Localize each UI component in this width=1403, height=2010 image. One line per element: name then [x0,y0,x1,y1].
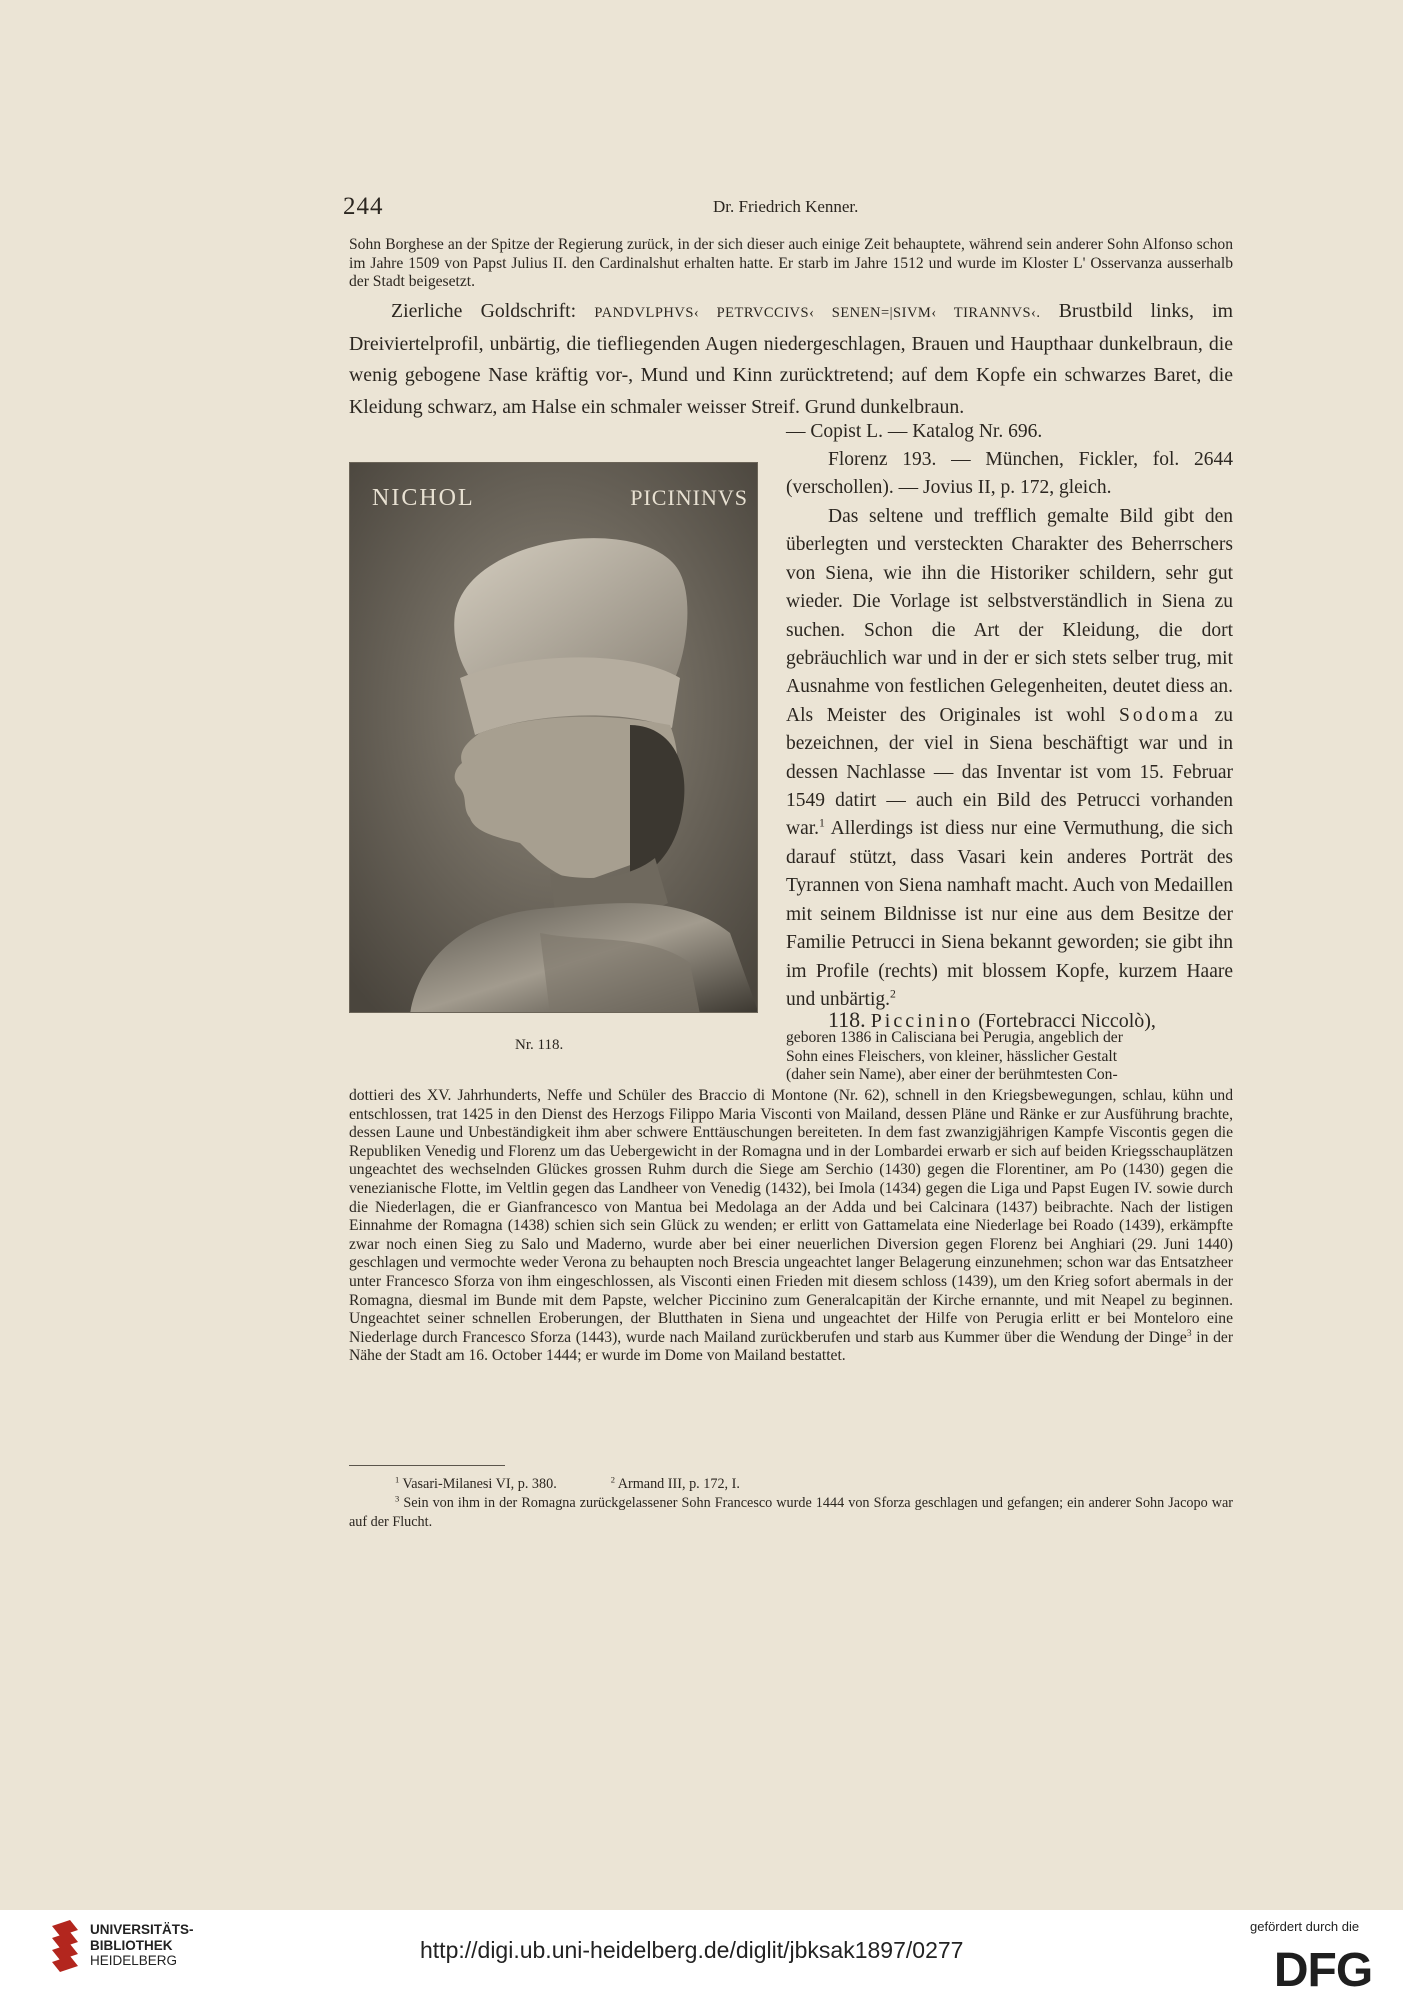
description-text: Brustbild links, im Dreiviertelprofil, unbärtig, die tiefliegenden Augen niedergeschlagen, Brauen und Haupthaar dunkelbraun, die wenig gebogene Nase kräftig vor-, Mund und Kinn zurücktretend; auf dem Kopfe ein schwarzes Baret, die Kleidung schwarz, am Halse ein schmaler weisser Streif. Grund dunkelbraun. [349,300,1234,418]
library-line-2: BIBLIOTHEK [90,1937,173,1953]
footnote-3 [349,1494,1233,1532]
commentary-text-2: zu bezeichnen, der viel in Siena beschäftigt war und in dessen Nachlasse — das Inventar ist vom 15. Februar 1549 datirt — auch ein Bild des Petrucci vorhanden war. [786,704,1233,840]
portrait-caption: Nr. 118. [515,1037,564,1053]
footnote-divider [349,1465,505,1466]
entry-118-side-lines [786,1029,1233,1085]
inscription: PANDVLPHVS‹ PETRVCCIVS‹ SENEN=|SIVM‹ TIRANNVS‹. [594,305,1041,321]
portrait-image [349,462,758,1013]
library-line-1: UNIVERSITÄTS- [90,1922,194,1937]
footnote-mark: 2 [610,1474,615,1485]
running-head: Dr. Friedrich Kenner. [713,197,859,216]
footnote-1-2 [349,1475,1233,1494]
footnote-text: Armand III, p. 172, I. [617,1476,740,1492]
footnote-mark: 1 [395,1474,400,1485]
page-number: 244 [343,193,384,220]
library-name [90,1922,194,1969]
footnotes [349,1475,1233,1532]
description-lead: Zierliche Goldschrift: [391,300,595,322]
entry-side-line: geboren 1386 in Calisciana bei Perugia, angeblich der [786,1029,1123,1046]
dfg-text: DFG [1273,1944,1373,1992]
dfg-logo-icon [1266,1944,1381,1992]
portrait-illustration [350,463,758,1013]
footnote-ref-2[interactable]: 2 [889,987,896,1001]
commentary-text-3: Allerdings ist diess nur eine Vermuthung, die sich darauf stützt, dass Vasari kein anderes Porträt des Tyrannen von Siena namhaft macht. Auch von Medaillen mit seinem Bildnisse ist nur eine aus dem Besitze der Familie Petrucci in Siena bekannt geworden; sie gibt ihn im Profile (rechts) mit blossem Kopfe, kurzem Haare und unbärtig. [786,818,1233,1010]
footnote-ref-3[interactable]: 3 [1186,1328,1192,1339]
permalink-url[interactable]: http://digi.ub.uni-heidelberg.de/diglit/jbksak1897/0277 [420,1937,964,1963]
library-line-3: HEIDELBERG [90,1953,178,1968]
entry-side-line: (daher sein Name), aber einer der berühmtesten Con- [786,1066,1118,1084]
page-header [343,193,1238,223]
entry-118-body [349,1087,1233,1366]
entry-name-rest: (Fortebracci Niccolò), [973,1010,1156,1032]
artist-name: Sodoma [1119,704,1201,726]
footnote-mark: 3 [395,1493,400,1504]
entry-body-text: dottieri des XV. Jahrhunderts, Neffe und Schüler des Braccio di Montone (Nr. 62), schnell in den Kriegsbewegungen, schlau, kühn und entschlossen, trat 1425 in den Dienst des Herzogs Filippo Maria Visconti von Mailand, dessen Pläne und Ränke er zur Ausführung brachte, dessen Laune und Unbeständigkeit ihm aber schwere Enttäuschungen bereiteten. In dem fast zwanzigjährigen Kampfe Viscontis gegen die Republiken Venedig und Florenz um das Uebergewicht in der Romagna und in der Lombardei erwarb er sich auf beiden Kriegsschauplätzen ungeachtet des wechselnden Glückes grossen Ruhm durch die Siege am Serchio (1430) gegen die Florentiner, am Po (1430) gegen die venezianische Flotte, im Veltlin gegen das Landheer von Venedig (1432), bei Imola (1434) gegen die Liga und Papst Eugen IV. sowie durch die Niederlagen, die er Gianfrancesco von Mantua bei Medolaga an der Adda und bei Calcinara (1437) beibrachte. Nach der listigen Einnahme der Romagna (1438) schien sich sein Glück zu wenden; er erlitt von Gattamelata eine Niederlage bei Roado (1439), erkämpfte zwar noch einen Sieg zu Salo und Maderno, wurde aber bei einer neuerlichen Diversion gegen Florenz bei Anghiari (29. Juni 1440) geschlagen und vermochte weder Verona zu behaupten noch Brescia ungeachtet langer Belagerung einzunehmen; schon war das Entsatzheer unter Francesco Sforza von ihm eingeschlossen, als Visconti einen Frieden mit diesem schloss (1439), um den Krieg sofort abermals in der Romagna, diesmal im Bunde mit dem Papste, welcher Piccinino zum Generalcapitän der Kirche ernannte, und mit Neapel zu beginnen. Ungeachtet seiner schnellen Eroberungen, der Blutthaten in Siena und ungeachtet der Hilfe von Perugia erlitt er bei Monteloro eine Niederlage durch Francesco Sforza (1443), wurde nach Mailand zurückberufen und starb aus Kummer über die Wendung der Dinge [349,1087,1233,1346]
portrait-label-left: NICHOL [372,485,475,511]
catalog-line: — Copist L. — Katalog Nr. 696. [786,421,1043,442]
footnote-ref-1[interactable]: 1 [819,816,825,830]
provenance-paragraph: Florenz 193. — München, Fickler, fol. 2644 (verschollen). — Jovius II, p. 172, gleich. [786,449,1233,499]
funded-by-label: gefördert durch die [1250,1919,1360,1934]
entry-number: 118. [828,1007,866,1032]
commentary-paragraph [786,503,1233,1014]
footnote-text: Vasari-Milanesi VI, p. 380. [402,1476,557,1492]
footnote-text: Sein von ihm in der Romagna zurückgelassener Sohn Francesco wurde 1444 von Sforza geschlagen und gefangen; ein anderer Sohn Jacopo war auf der Flucht. [349,1495,1234,1530]
description-paragraph [349,296,1233,423]
portrait-label-right: PICININVS [630,485,748,510]
commentary-text-1: Das seltene und trefflich gemalte Bild gibt den überlegten und versteckten Charakter des Beherrschers von Siena, wie ihn die Historiker schildern, sehr gut wieder. Die Vorlage ist selbstverständlich in Siena zu suchen. Schon die Art der Kleidung, die dort gebräuchlich war und in der er sich stets selber trug, mit Ausnahme von festlichen Gelegenheiten, deutet diess an. Als Meister des Originales ist wohl [786,506,1233,726]
entry-side-line: Sohn eines Fleischers, von kleiner, hässlicher Gestalt [786,1047,1118,1065]
entry-name: Piccinino [870,1010,974,1032]
ub-heidelberg-logo-icon [50,1918,80,1974]
entry-body-end: in der Nähe der Stadt am 16. October 1444; er wurde im Dome von Mailand bestattet. [349,1328,1234,1365]
intro-paragraph: Sohn Borghese an der Spitze der Regierung zurück, in der sich dieser auch einige Zeit behauptete, während sein anderer Sohn Alfonso schon im Jahre 1509 von Papst Julius II. den Cardinalshut erhalten hatte. Er starb im Jahre 1512 und wurde im Kloster L' Osservanza ausserhalb der Stadt beigesetzt. [349,236,1233,291]
